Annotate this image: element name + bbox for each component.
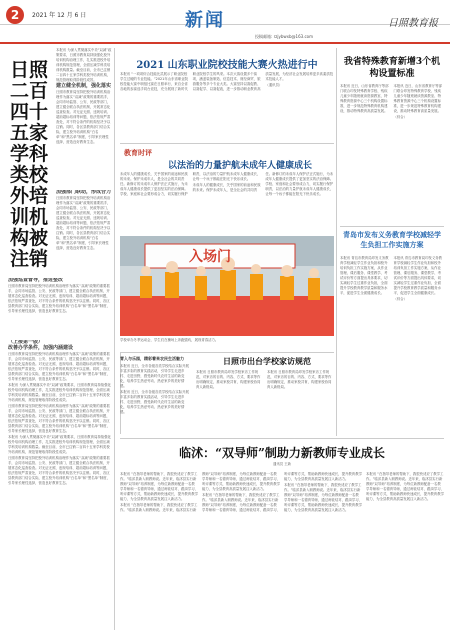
col1-text-2: 日照市教育局坚持把校外培训机构治理作为落实“双减”政策的重要抓手，会同市场监管、公安、民政等部门，建立健全联合执法机制，开展常态化巡查检查。对无证无照、违规培训、超前超标培训等问题，依法依规严肃查处，对不符合条件的机构坚决予以注销。同时，各区县教育部门结合实际，建立校外培训机构“白名单”和“黑名单”制度，引导家长理性选择，营造良好教育生态。 [56, 196, 111, 250]
page-header [0, 0, 450, 44]
col1-text-1: 日照市教育局坚持把校外培训机构治理作为落实“双减”政策的重要抓手，会同市场监管、公安、民政等部门，建立健全联合执法机制，开展常态化巡查检查。对无证无照、违规培训、超前超标培训等问题，依法依规严肃查处，对不符合条件的机构坚决予以注销。同时，各区县教育部门结合实际，建立校外培训机构“白名单”和“黑名单”制度，引导家长理性选择，营造良好教育生态。 [56, 90, 111, 144]
section-title: 新闻 [185, 10, 225, 31]
col1-subhead-1: 建立健全机制，强化落实 [56, 83, 112, 89]
bottom-story-text-a: 本报讯 “在指导老师的帮助下，我很快适应了教学工作。”临沭县新入职教师说。近年来，临沭县实行新教师“双导师”培养制度，为每位新教师配备一名教学导师和一名德育导师，通过师徒结对、跟岗学习、听评课等方式，帮助新教师快速成长，提升教育教学能力，为全县教育高质量发展注入新活力。 [120, 472, 198, 501]
page-number-badge: 2 [6, 6, 24, 24]
mid-top-divider [120, 352, 334, 353]
bottom-divider [120, 438, 444, 439]
top-story-byline: （通讯员） [265, 83, 283, 87]
right-story1-text-a: 本报讯 近日，山东省教育厅等部门联合印发特殊教育学校、残疾儿童少年随班就读资源教室、特殊教育资源中心三个机构设置标准，进一步规范特殊教育机构建设，推动特殊教育高质量发展。 [340, 84, 389, 113]
col1-text-4e: 日照市教育局坚持把校外培训机构治理作为落实“双减”政策的重要抓手，会同市场监管、公安、民政等部门，建立健全联合执法机制，开展常态化巡查检查。对无证无照、违规培训、超前超标培训等问题，依法依规严肃查处，对不符合条件的机构坚决予以注销。同时，各区县教育部门结合实际，建立校外培训机构“白名单”和“黑名单”制度，引导家长理性选择，营造良好教育生态。 [8, 456, 110, 485]
col1-subhead-3: 加强巡查督导，推进整改 [8, 278, 64, 283]
feature-tag: 教育时评 [124, 149, 152, 157]
col1-divider [114, 48, 115, 630]
col1-continued [8, 340, 112, 630]
mid-story-title: 日照市出台学校家访规范 [223, 356, 311, 366]
col1-subhead-2: 加强部门联动，形成合力 [56, 190, 112, 195]
mid-left-text-b: 本报讯 近日，全市各级各类学校结合实际开展丰富多彩的教育实践活动，引导学生走进乡村、走进田野，感受新时代农村生活的新变化，培养学生热爱劳动、热爱家乡的美好情感。 [120, 390, 189, 414]
newspaper-logo: 日照教育报 [388, 18, 438, 29]
col1-text-4c: 日照市教育局坚持把校外培训机构治理作为落实“双减”政策的重要抓手，会同市场监管、公安、民政等部门，建立健全联合执法机制，开展常态化巡查检查。对无证无照、违规培训、超前超标培训等问题，依法依规严肃查处，对不符合条件的机构坚决予以注销。同时，各区县教育部门结合实际，建立校外培训机构“白名单”和“黑名单”制度，引导家长理性选择，营造良好教育生态。 [8, 404, 110, 433]
col1-continued-label: （上接第一版） [8, 340, 44, 345]
col1-subhead-4: 改善办学条件，加强内涵建设 [8, 345, 74, 351]
right-story-divider [340, 226, 444, 227]
mid-story-text-a: 本报讯 日照市教育局印发学校家访工作规范，对家访的目的、内容、方式、要求等作出明确规定，推动家校共育，构建家校协同育人新格局。 [196, 370, 261, 389]
feature-body [120, 172, 334, 234]
issue-date: 2021 年 12 月 6 日 [32, 12, 87, 19]
col1-text-4b: 本报讯 为深入贯彻落实中央“双减”政策要求，日照市教育局持续强化校外培训机构治理工作，扎实推进校外培训机构规范管理，全面压减学科类培训机构数量。截至目前，全市已注销二百四十五家学科类校外培训机构，规范管理取得阶段性成效。 [8, 383, 111, 402]
bottom-story-body [120, 472, 444, 630]
right-story2-byline: （综合） [393, 297, 408, 301]
right-story1-title: 我省特殊教育新增3个机构设置标准 [343, 57, 441, 79]
right-story1-body [340, 84, 444, 224]
mid-story-body [196, 370, 334, 434]
top-story-body [120, 72, 334, 140]
feature-text-a: 未成年人的健康成长，关乎国家的前途和民族的未来。保护未成年人，是全社会的共同责任。新修订的未成年人保护法正式施行，为未成年人健康成长提供了更加坚实的法治保障。学校、家庭和社会要形成合力，切实履行保护职责，以法治的力量护航未成年人健康成长，让每一个孩子都能在阳光下快乐成长。 [120, 172, 261, 196]
photo-banner-text: 入场门 [189, 249, 231, 265]
header-divider [0, 24, 450, 25]
mid-story-text-b: 本报讯 日照市教育局印发学校家访工作规范，对家访的目的、内容、方式、要求等作出明确规定，推动家校共育，构建家校协同育人新格局。 [267, 370, 332, 389]
col1-lead-text: 本报讯 为深入贯彻落实中央“双减”政策要求，日照市教育局持续强化校外培训机构治理工作，扎实推进校外培训机构规范管理，全面压减学科类培训机构数量。截至目前，全市已注销二百四十五家学科类校外培训机构，规范管理取得阶段性成效。 [56, 48, 112, 82]
col1-text-4a: 日照市教育局坚持把校外培训机构治理作为落实“双减”政策的重要抓手，会同市场监管、公安、民政等部门，建立健全联合执法机制，开展常态化巡查检查。对无证无照、违规培训、超前超标培训等问题，依法依规严肃查处，对不符合条件的机构坚决予以注销。同时，各区县教育部门结合实际，建立校外培训机构“白名单”和“黑名单”制度，引导家长理性选择，营造良好教育生态。 [8, 352, 110, 381]
top-story-text: 本报讯 “一项项综合技能比武展示了职业院校学生过硬的专业技能。”2021年山东省职业院校技能大赛中职组比赛在日照举行，来自全省各地的参赛选手同台竞技，充分展现了新时代职业院校学生的风采。本次大赛设置多个赛项，涵盖装备制造、信息技术、财经商贸、旅游服务等多个专业大类。大赛坚持以赛促教、以赛促学、以赛促改，进一步推动职业教育高质量发展，为经济社会发展培养更多高素质技术技能人才。 [120, 72, 334, 91]
bottom-story-text-b: 本报讯 “在指导老师的帮助下，我很快适应了教学工作。”临沭县新入职教师说。近年来，临沭县实行新教师“双导师”培养制度，为每位新教师配备一名教学导师和一名德育导师，通过师徒结对、跟岗学习、听评课等方式，帮助新教师快速成长，提升教育教学能力，为全县教育高质量发展注入新活力。 [120, 472, 280, 512]
feature-text-b: 未成年人的健康成长，关乎国家的前途和民族的未来。保护未成年人，是全社会的共同责任。新修订的未成年人保护法正式施行，为未成年人健康成长提供了更加坚实的法治保障。学校、家庭和社会要形成合力，切实履行保护职责，以法治的力量护航未成年人健康成长，让每一个孩子都能在阳光下快乐成长。 [192, 172, 334, 196]
mid-left-title: 青入与乐园，精彩着来农民生活魅力 [120, 356, 184, 361]
right-story2-text-a: 本报讯 青岛市教育局印发义务教育学校减轻学生作业负担和校外培训负担工作实施方案，从作业管理、课后服务、课堂教学、考试评价等方面提出具体要求，切实减轻学生过重作业负担，全面提升学校教育教学质量和服务水平，促进学生全面健康成长。 [340, 256, 389, 295]
submission-email: 投稿邮箱: rzjybwxb@163.com [255, 34, 314, 39]
right-story2-body [340, 256, 444, 434]
feature-title: 以法治的力量护航未成年人健康成长 [167, 161, 312, 171]
top-story-divider [120, 143, 334, 144]
bottom-story-text-d: 本报讯 “在指导老师的帮助下，我很快适应了教学工作。”临沭县新入职教师说。近年来，临沭县实行新教师“双导师”培养制度，为每位新教师配备一名教学导师和一名德育导师，通过师徒结对、跟岗学习、听评课等方式，帮助新教师快速成长，提升教育教学能力，为全县教育高质量发展注入新活力。 [284, 483, 362, 512]
col1-text-4d: 本报讯 为深入贯彻落实中央“双减”政策要求，日照市教育局持续强化校外培训机构治理工作，扎实推进校外培训机构规范管理，全面压减学科类培训机构数量。截至目前，全市已注销二百四十五家学科类校外培训机构，规范管理取得阶段性成效。 [8, 435, 111, 454]
right-story1-text-b: 本报讯 近日，山东省教育厅等部门联合印发特殊教育学校、残疾儿童少年随班就读资源教室、特殊教育资源中心三个机构设置标准，进一步规范特殊教育机构建设，推动特殊教育高质量发展。 [393, 84, 443, 113]
top-story-title: 2021 山东职业院校技能大赛火热进行中 [136, 60, 318, 71]
photo-caption: 学校举办冬季运动会，学生们在操场上奔跑嬉戏，展现青春活力。 [120, 338, 219, 342]
mid-left-text-a: 本报讯 近日，全市各级各类学校结合实际开展丰富多彩的教育实践活动，引导学生走进乡村、走进田野，感受新时代农村生活的新变化，培养学生热爱劳动、热爱家乡的美好情感。 [120, 364, 189, 388]
col1-lead [56, 48, 112, 188]
right-story1-byline: （综合） [393, 115, 408, 119]
right-divider [336, 48, 337, 436]
bottom-story-text-e: 本报讯 “在指导老师的帮助下，我很快适应了教学工作。”临沭县新入职教师说。近年来，临沭县实行新教师“双导师”培养制度，为每位新教师配备一名教学导师和一名德育导师，通过师徒结对、跟岗学习、听评课等方式，帮助新教师快速成长，提升教育教学能力，为全县教育高质量发展注入新活力。 [366, 472, 444, 501]
col1-text-3: 日照市教育局坚持把校外培训机构治理作为落实“双减”政策的重要抓手，会同市场监管、公安、民政等部门，建立健全联合执法机制，开展常态化巡查检查。对无证无照、违规培训、超前超标培训等问题，依法依规严肃查处，对不符合条件的机构坚决予以注销。同时，各区县教育部门结合实际，建立校外培训机构“白名单”和“黑名单”制度，引导家长理性选择，营造良好教育生态。 [8, 284, 110, 313]
bottom-story-byline: 通讯员 王新 [272, 462, 292, 466]
mid-left-body [120, 364, 190, 434]
col1-section-3 [8, 278, 112, 336]
bottom-story-title: 临沭：“双导师”制助力新教师专业成长 [179, 446, 385, 460]
col1-section-2 [56, 190, 112, 270]
vertical-headline: 日照二百四十五家学科类校外培训机构被注销 [9, 59, 48, 270]
right-story2-title: 青岛市发布义务教育学校减轻学生负担工作实施方案 [343, 230, 441, 249]
bottom-story-text-c: 本报讯 “在指导老师的帮助下，我很快适应了教学工作。”临沭县新入职教师说。近年来，临沭县实行新教师“双导师”培养制度，为每位新教师配备一名教学导师和一名德育导师，通过师徒结对、跟岗学习、听评课等方式，帮助新教师快速成长，提升教育教学能力，为全县教育高质量发展注入新活力。 [202, 472, 362, 512]
right-story2-text-b: 本报讯 青岛市教育局印发义务教育学校减轻学生作业负担和校外培训负担工作实施方案，从作业管理、课后服务、课堂教学、考试评价等方面提出具体要求，切实减轻学生过重作业负担，全面提升学校教育教学质量和服务水平，促进学生全面健康成长。 [393, 256, 443, 295]
